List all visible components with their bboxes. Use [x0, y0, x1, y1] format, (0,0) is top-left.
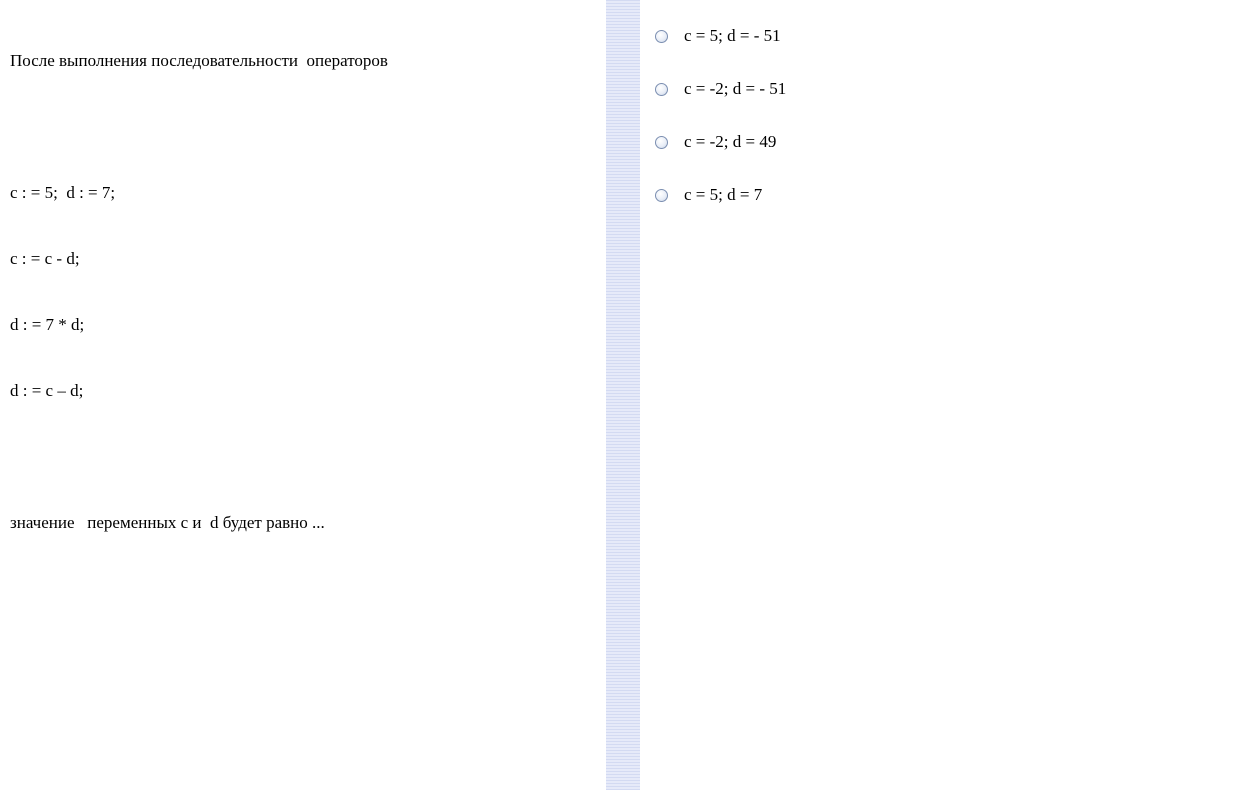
radio-button-icon[interactable]	[655, 30, 668, 43]
answer-option-label[interactable]: c = 5; d = 7	[684, 185, 763, 204]
pane-divider[interactable]	[606, 0, 640, 790]
radio-button-icon[interactable]	[655, 136, 668, 149]
answer-option-label[interactable]: c = 5; d = - 51	[684, 26, 781, 45]
answers-pane	[640, 0, 1245, 790]
answer-option-label[interactable]: c = -2; d = 49	[684, 132, 777, 151]
answer-option-2[interactable]	[655, 78, 786, 100]
code-line-4: d : = c – d;	[10, 381, 84, 400]
radio-button-icon[interactable]	[655, 189, 668, 202]
answer-option-label[interactable]: c = -2; d = - 51	[684, 79, 787, 98]
question-line-blank	[10, 116, 600, 138]
question-line-blank-2	[10, 446, 600, 468]
answer-option-3[interactable]	[655, 131, 776, 153]
answer-option-1[interactable]	[655, 25, 781, 47]
answer-option-4[interactable]	[655, 184, 762, 206]
question-text	[10, 6, 600, 578]
code-line-1: c : = 5; d : = 7;	[10, 183, 116, 202]
radio-button-icon[interactable]	[655, 83, 668, 96]
code-line-3: d : = 7 * d;	[10, 315, 85, 334]
question-pane	[0, 0, 606, 790]
question-line-prompt: значение переменных c и d будет равно ...	[10, 513, 325, 532]
code-line-2: c : = c - d;	[10, 249, 80, 268]
question-line-intro: После выполнения последовательности операторов	[10, 51, 388, 70]
